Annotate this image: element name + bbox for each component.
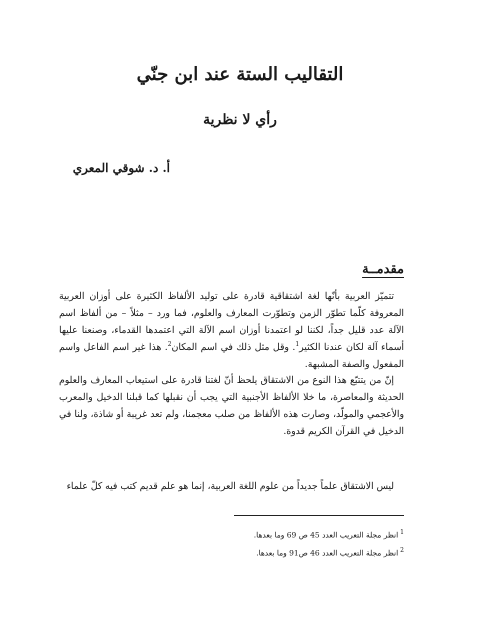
page-title: التقاليب الستة عند ابن جنّي [136,64,344,85]
paragraph-3 [59,478,404,495]
footnote-1 [59,525,404,543]
footnote-text: انظر مجلة التعريب العدد 46 ص91 وما بعدها. [256,548,399,557]
footnote-text: انظر مجلة التعريب العدد 45 ص 69 وما بعدها. [253,530,399,540]
footnote-divider [234,515,404,516]
paragraph-1-text-end: . هذا غير اسم الفاعل واسم المفعول والصفة المشبهة. [59,342,404,370]
footnote-2 [59,543,404,561]
page-subtitle: رأي لا نظرية [203,112,277,128]
paragraph-2-text: إنّ من يتتبّع هذا النوع من الاشتقاق يلحظ أنّ لغتنا قادرة على استيعاب المعارف والعلوم الحديثة والمعاصرة، ما خلا الألفاظ الأجنبية التي يجب أن نقبلها كما قبلنا الدخيل والمعرب والأعجمي والمولّد، وصارت هذه الألفاظ من صلب معجمنا، ولم تعد غريبة أو شاذة، ولنا في الدخيل في القرآن الكريم قدوة. [59,375,404,437]
paragraph-1-text-start: تتميّز العربية بأنّها لغة اشتقاقية قادرة على توليد الألفاظ الكثيرة على أوزان العربية المعروفة كلّما تطوّر الزمن وتطوّرت المعارف والعلوم، فما ورد – مثلاً – من ألفاظ اسم الآلة عدد قليل جداً، لكننا لو اعتمدنا أوزان اسم الآلة التي اعتمدها القدماء، وصنعنا عليها أسماء آلة لكان عندنا الكثير [59,291,404,353]
paragraph-1 [59,288,404,373]
paragraph-2 [59,372,404,440]
footnote-number: 2 [400,546,404,554]
paragraph-3-text: ليس الاشتقاق علماً جديداً من علوم اللغة العربية، إنما هو علم قديم كتب فيه كلّ علماء [66,481,394,492]
footnote-number: 1 [400,529,404,536]
author-name: أ. د. شوقي المعري [72,161,170,175]
footnotes [59,525,404,560]
footnote-ref-2[interactable]: 2 [167,340,172,348]
section-heading: مقدمــة [362,262,404,277]
paragraph-1-text-middle: . وقل مثل ذلك في اسم المكان [171,342,296,353]
footnote-ref-1[interactable]: 1 [295,340,300,348]
